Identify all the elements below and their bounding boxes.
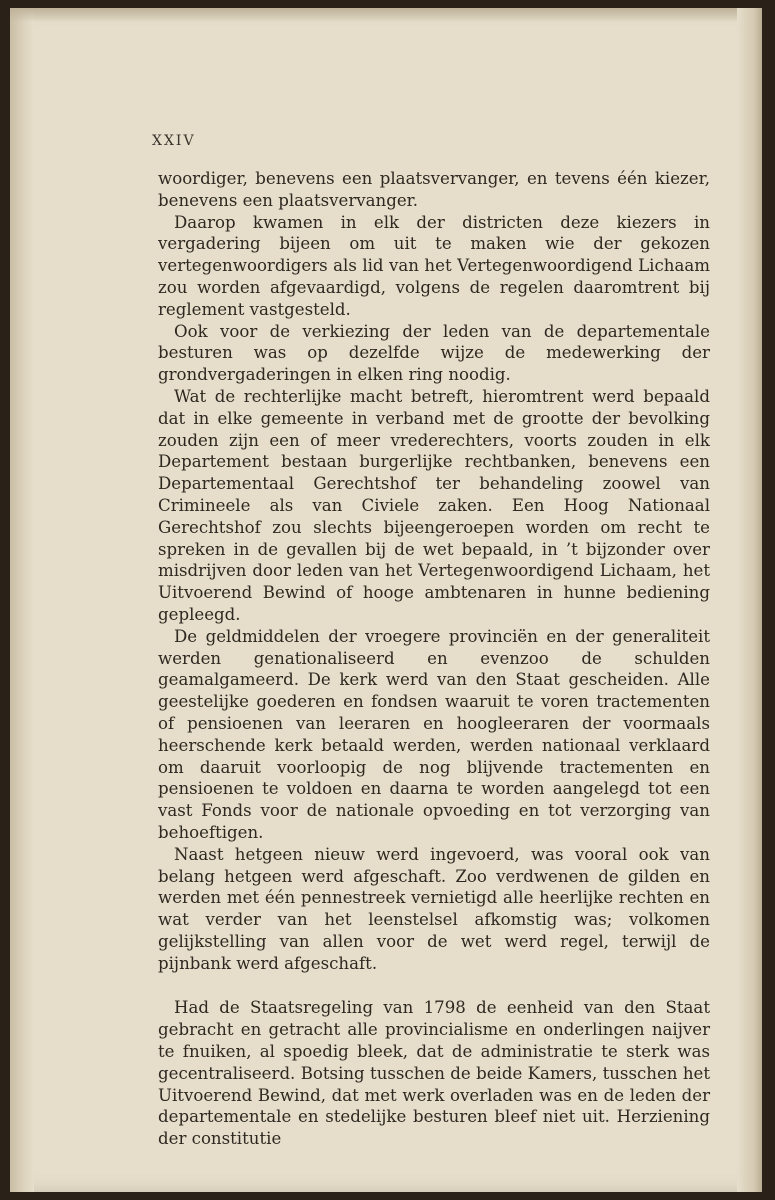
paragraph: woordiger, benevens een plaatsvervanger, en tevens één kiezer, benevens een plaatsvervanger. — [158, 169, 710, 210]
body-text — [158, 168, 710, 1150]
top-edge-shadow — [10, 8, 762, 22]
paragraph: Naast hetgeen nieuw werd ingevoerd, was vooral ook van belang hetgeen werd afgeschaft. Zoo verdwenen de gilden en werden met één pennestreek vernietigd alle heerlijke rechten en wat verder van het leenstelsel afkomstig was; volkomen gelijkstelling van allen voor de wet werd regel, terwijl de pijnbank werd afgeschaft. — [158, 844, 710, 973]
paragraph: Wat de rechterlijke macht betreft, hieromtrent werd bepaald dat in elke gemeente in verband met de grootte der bevolking zouden zijn een of meer vrederechters, voorts zouden in elk Departement bestaan burgerlijke rechtbanken, benevens een Departementaal Gerechtshof ter behandeling zoowel van Crimineele als van Civiele zaken. Een Hoog Nationaal Gerechtshof zou slechts bijeengeroepen worden om recht te spreken in de gevallen bij de wet bepaald, in ’t bijzonder over misdrijven door leden van het Vertegenwoordigend Lichaam, het Uitvoerend Bewind of hooge ambtenaren in hunne bediening gepleegd. — [158, 386, 710, 624]
right-page-edge — [737, 8, 762, 1192]
paragraph: De geldmiddelen der vroegere provinciën en der generaliteit werden genationaliseerd en evenzoo de schulden geamalgameerd. De kerk werd van den Staat gescheiden. Alle geestelijke goederen en fondsen waaruit te voren tractementen of pensioenen van leeraren en hoogleeraren der voormaals heerschende kerk betaald werden, werden nationaal verklaard om daaruit voorloopig de nog blijvende tractementen en pensioenen te voldoen en daarna te worden aangelegd tot een vast Fonds voor de nationale opvoeding en tot verzorging van behoeftigen. — [158, 626, 710, 842]
paragraph: Daarop kwamen in elk der districten deze kiezers in vergadering bijeen om uit te maken wie der gekozen vertegenwoordigers als lid van het Vertegenwoordigend Lichaam zou worden afgevaardigd, volgens de regelen daaromtrent bij reglement vastgesteld. — [158, 212, 710, 319]
page-number: XXIV — [152, 133, 196, 149]
binding-edge — [10, 8, 34, 1192]
paragraph: Had de Staatsregeling van 1798 de eenheid van den Staat gebracht en getracht alle provincialisme en onderlingen naijver te fnuiken, al spoedig bleek, dat de administratie te sterk was gecentraliseerd. Botsing tusschen de beide Kamers, tusschen het Uitvoerend Bewind, dat met werk overladen was en de leden der departementale en stedelijke besturen bleef niet uit. Herziening der constitutie — [158, 998, 710, 1149]
paragraph: Ook voor de verkiezing der leden van de departementale besturen was op dezelfde wijze de medewerking der grondvergaderingen in elken ring noodig. — [158, 321, 710, 385]
